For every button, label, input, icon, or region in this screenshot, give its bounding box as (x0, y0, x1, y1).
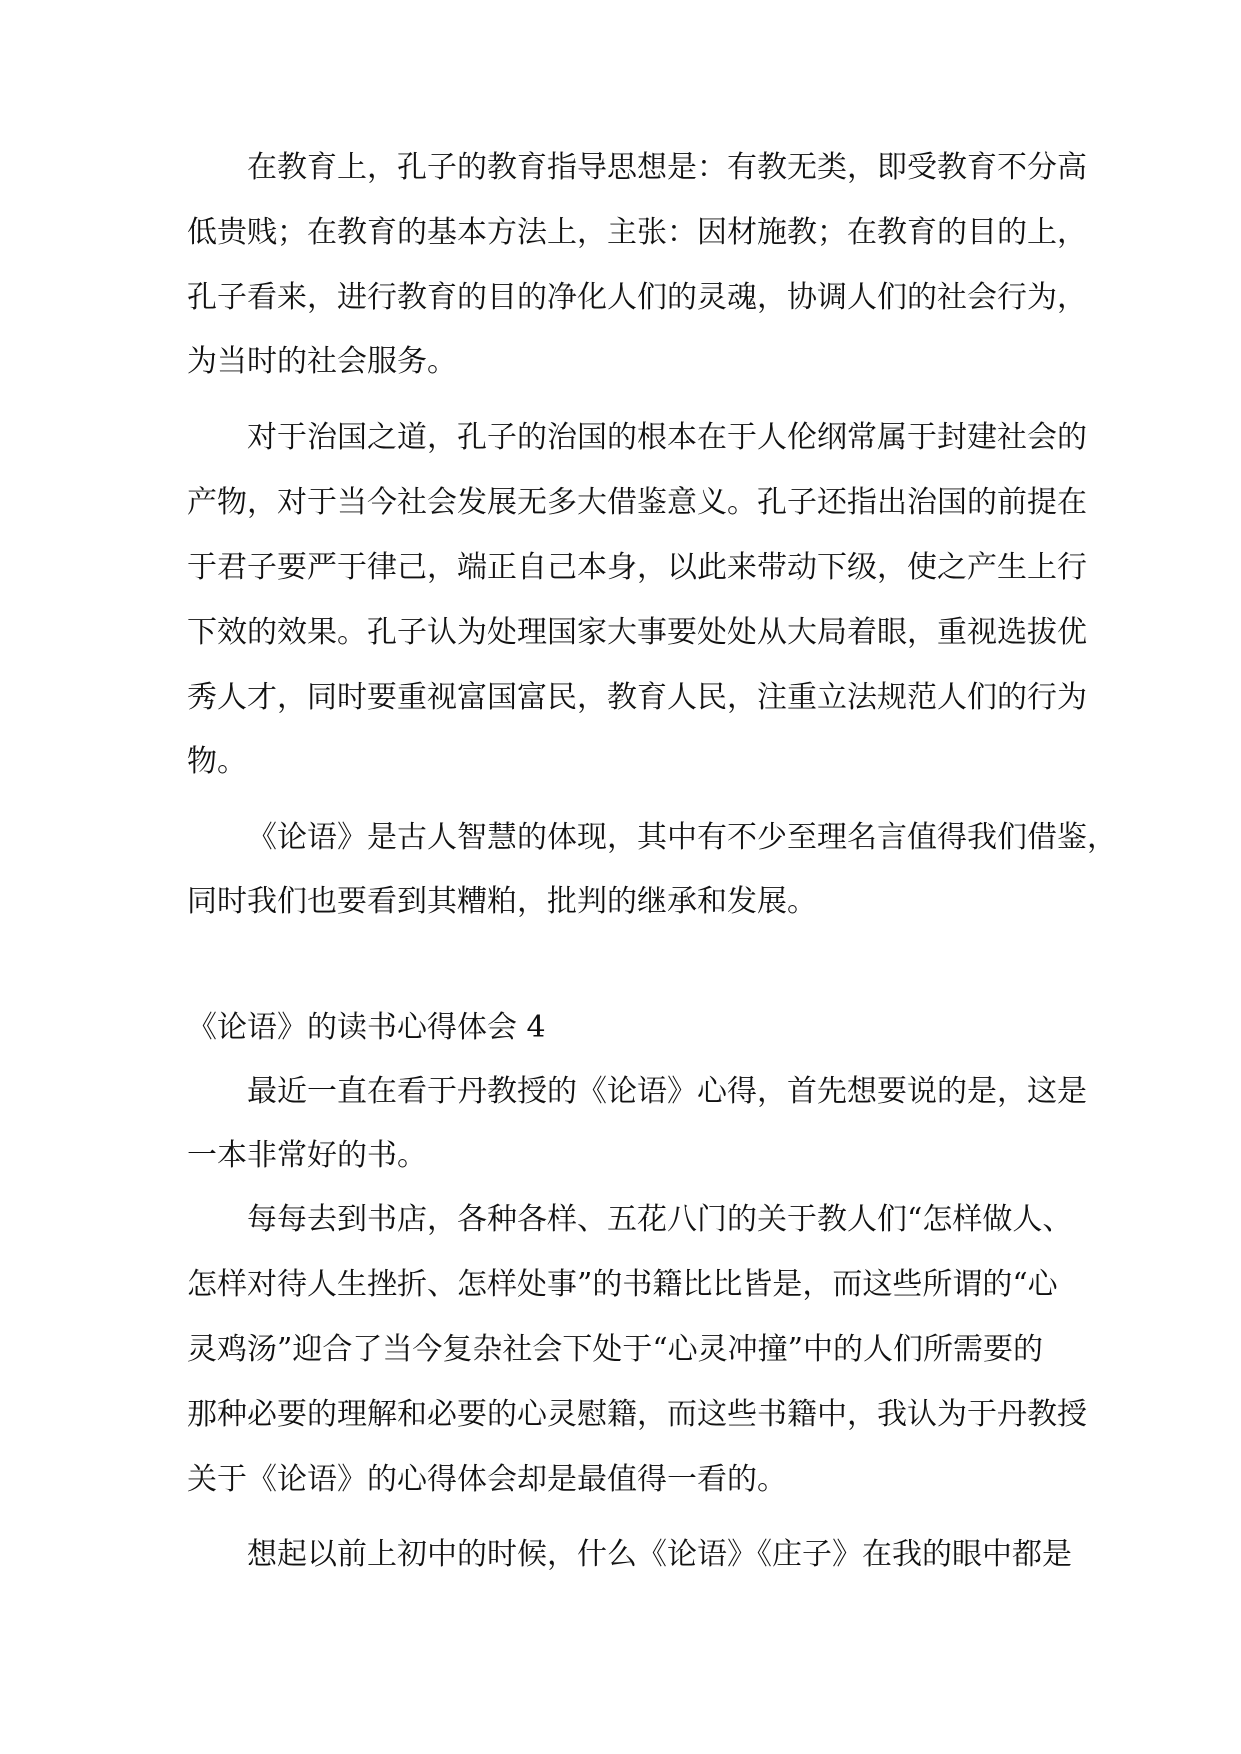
section-paragraph-2-line-2: 怎样对待人生挫折、怎样处事”的书籍比比皆是，而这些所谓的“心 (187, 1267, 1058, 1302)
section-heading: 《论语》的读书心得体会 4 (187, 1010, 546, 1045)
section-paragraph-3-line-1: 想起以前上初中的时候，什么《论语》《庄子》在我的眼中都是 (247, 1537, 1072, 1572)
paragraph-3-line-2: 同时我们也要看到其糟粕，批判的继承和发展。 (187, 884, 817, 919)
paragraph-2-line-4: 下效的效果。孔子认为处理国家大事要处处从大局着眼，重视选拔优 (187, 615, 1087, 650)
paragraph-3-line-1: 《论语》是古人智慧的体现，其中有不少至理名言值得我们借鉴， (247, 820, 1117, 855)
paragraph-2-line-2: 产物，对于当今社会发展无多大借鉴意义。孔子还指出治国的前提在 (187, 485, 1087, 520)
paragraph-2-line-6: 物。 (187, 744, 247, 779)
section-paragraph-2-line-5: 关于《论语》的心得体会却是最值得一看的。 (187, 1462, 787, 1497)
paragraph-2-line-5: 秀人才，同时要重视富国富民，教育人民，注重立法规范人们的行为 (187, 680, 1087, 715)
section-paragraph-2-line-1: 每每去到书店，各种各样、五花八门的关于教人们“怎样做人、 (247, 1202, 1073, 1237)
paragraph-1-line-3: 孔子看来，进行教育的目的净化人们的灵魂，协调人们的社会行为， (187, 280, 1087, 315)
paragraph-2-line-1: 对于治国之道，孔子的治国的根本在于人伦纲常属于封建社会的 (247, 420, 1087, 455)
paragraph-1-line-4: 为当时的社会服务。 (187, 344, 457, 379)
paragraph-1-line-2: 低贵贱；在教育的基本方法上，主张：因材施教；在教育的目的上， (187, 215, 1087, 250)
section-paragraph-1-line-2: 一本非常好的书。 (187, 1138, 427, 1173)
paragraph-2-line-3: 于君子要严于律己，端正自己本身，以此来带动下级，使之产生上行 (187, 550, 1087, 585)
section-paragraph-2-line-4: 那种必要的理解和必要的心灵慰籍，而这些书籍中，我认为于丹教授 (187, 1397, 1087, 1432)
section-paragraph-1-line-1: 最近一直在看于丹教授的《论语》心得，首先想要说的是，这是 (247, 1074, 1087, 1109)
paragraph-1-line-1: 在教育上，孔子的教育指导思想是：有教无类，即受教育不分高 (247, 150, 1087, 185)
section-paragraph-2-line-3: 灵鸡汤”迎合了当今复杂社会下处于“心灵冲撞”中的人们所需要的 (187, 1332, 1044, 1367)
